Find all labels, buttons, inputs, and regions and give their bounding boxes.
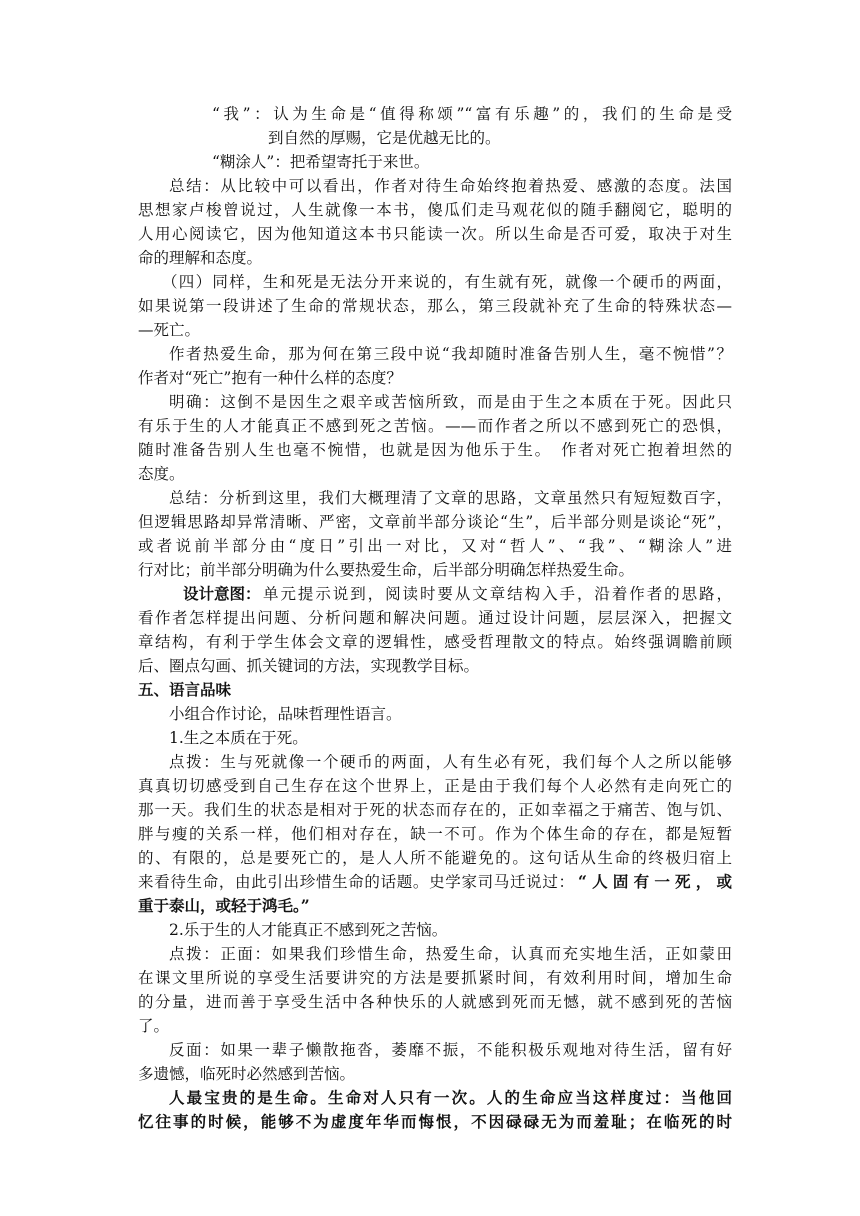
- text-line: 命的理解和态度。: [138, 249, 263, 267]
- text-line: “糊涂人”：把希望寄托于来世。: [212, 153, 430, 171]
- text-line: 点拨：正面：如果我们珍惜生命，热爱生命，认真而充实地生活，正如蒙田: [169, 945, 732, 963]
- text-line: “我”：认为生命是“值得称颂”“富有乐趣”的，我们的生命是受: [212, 105, 732, 123]
- text-line: 明确：这倒不是因生之艰辛或苦恼所致，而是由于生之本质在于死。因此只: [169, 393, 732, 411]
- text-line: 态度。: [138, 465, 185, 483]
- text-line: 点拨：生与死就像一个硬币的两面，人有生必有死，我们每个人之所以能够: [169, 753, 732, 771]
- text-line: 到自然的厚赐，它是优越无比的。: [268, 129, 501, 147]
- text-line: 那一天。我们生的状态是相对于死的状态而存在的，正如幸福之于痛苦、饱与饥、: [138, 801, 732, 819]
- text-line: 了。: [138, 1017, 170, 1035]
- text-line: 作者热爱生命，那为何在第三段中说“我却随时准备告别人生，毫不惋惜”？: [169, 345, 732, 363]
- text-line: 但逻辑思路却异常清晰、严密，文章前半部分谈论“生”，后半部分则是谈论“死”，: [138, 513, 732, 531]
- text-line: 行对比；前半部分明确为什么要热爱生命，后半部分明确怎样热爱生命。: [138, 561, 635, 579]
- text-line: 总结：从比较中可以看出，作者对待生命始终抱着热爱、感激的态度。法国: [169, 177, 732, 195]
- text-line: 章结构，有利于学生体会文章的逻辑性，感受哲理散文的特点。始终强调瞻前顾: [138, 633, 732, 651]
- quote-text: “人固有一死，或: [578, 872, 732, 891]
- section-heading: 五、语言品味: [138, 680, 232, 699]
- text-line: 的分量，进而善于享受生活中各种快乐的人就感到死而无憾，就不感到死的苦恼: [138, 993, 732, 1011]
- text-line: —死亡。: [138, 321, 201, 339]
- text-line: （四）同样，生和死是无法分开来说的，有生就有死，就像一个硬币的两面，: [162, 273, 732, 291]
- text-line: 1.生之本质在于死。: [169, 729, 308, 747]
- text-line: 来看待生命，由此引出珍惜生命的话题。史学家司马迁说过：: [138, 873, 574, 891]
- text-line: 随时准备告别人生也毫不惋惜，也就是因为他乐于生。 作者对死亡抱着坦然的: [138, 441, 732, 459]
- text-line: 多遗憾，临死时必然感到苦恼。: [138, 1065, 356, 1083]
- text-line: 胖与瘦的关系一样，他们相对存在，缺一不可。作为个体生命的存在，都是短暂: [138, 825, 732, 843]
- text-line: 人用心阅读它，因为他知道这本书只能读一次。所以生命是否可爱，取决于对生: [138, 225, 732, 243]
- text-line: 看作者怎样提出问题、分析问题和解决问题。通过设计问题，层层深入，把握文: [138, 609, 732, 627]
- text-line: 后、圈点勾画、抓关键词的方法，实现教学目标。: [138, 657, 480, 675]
- text-line: 2.乐于生的人才能真正不感到死之苦恼。: [169, 921, 448, 939]
- text-line: 作者对“死亡”抱有一种什么样的态度？: [138, 369, 402, 387]
- text-line: 真真切切感受到自己生存在这个世界上，正是由于我们每个人必然有走向死亡的: [138, 777, 732, 795]
- quote-text: 重于泰山，或轻于鸿毛。”: [138, 896, 310, 915]
- text-line: 小组合作讨论，品味哲理性语言。: [169, 705, 402, 723]
- text-line: 单元提示说到，阅读时要从文章结构入手，沿着作者的思路，: [263, 585, 732, 603]
- bold-quote-line: 人最宝贵的是生命。生命对人只有一次。人的生命应当这样度过：当他回: [169, 1088, 732, 1107]
- text-line: 总结：分析到这里，我们大概理清了文章的思路，文章虽然只有短短数百字，: [169, 489, 732, 507]
- text-line: 思想家卢梭曾说过，人生就像一本书，傻瓜们走马观花似的随手翻阅它，聪明的: [138, 201, 732, 219]
- design-intent-label: 设计意图：: [183, 584, 261, 603]
- text-line: 的、有限的，总是要死亡的，是人人所不能避免的。这句话从生命的终极归宿上: [138, 849, 732, 867]
- bold-quote-line: 忆往事的时候，能够不为虚度年华而悔恨，不因碌碌无为而羞耻；在临死的时: [138, 1112, 732, 1131]
- text-line: 或者说前半部分由“度日”引出一对比，又对“哲人”、“我”、“糊涂人”进: [138, 537, 732, 555]
- text-line: 有乐于生的人才能真正不感到死之苦恼。——而作者之所以不感到死亡的恐惧，: [138, 417, 732, 435]
- text-line: 如果说第一段讲述了生命的常规状态，那么，第三段就补充了生命的特殊状态—: [138, 297, 732, 315]
- text-line: 反面：如果一辈子懒散拖沓，萎靡不振，不能积极乐观地对待生活，留有好: [169, 1041, 732, 1059]
- text-line: 在课文里所说的享受生活要讲究的方法是要抓紧时间，有效利用时间，增加生命: [138, 969, 732, 987]
